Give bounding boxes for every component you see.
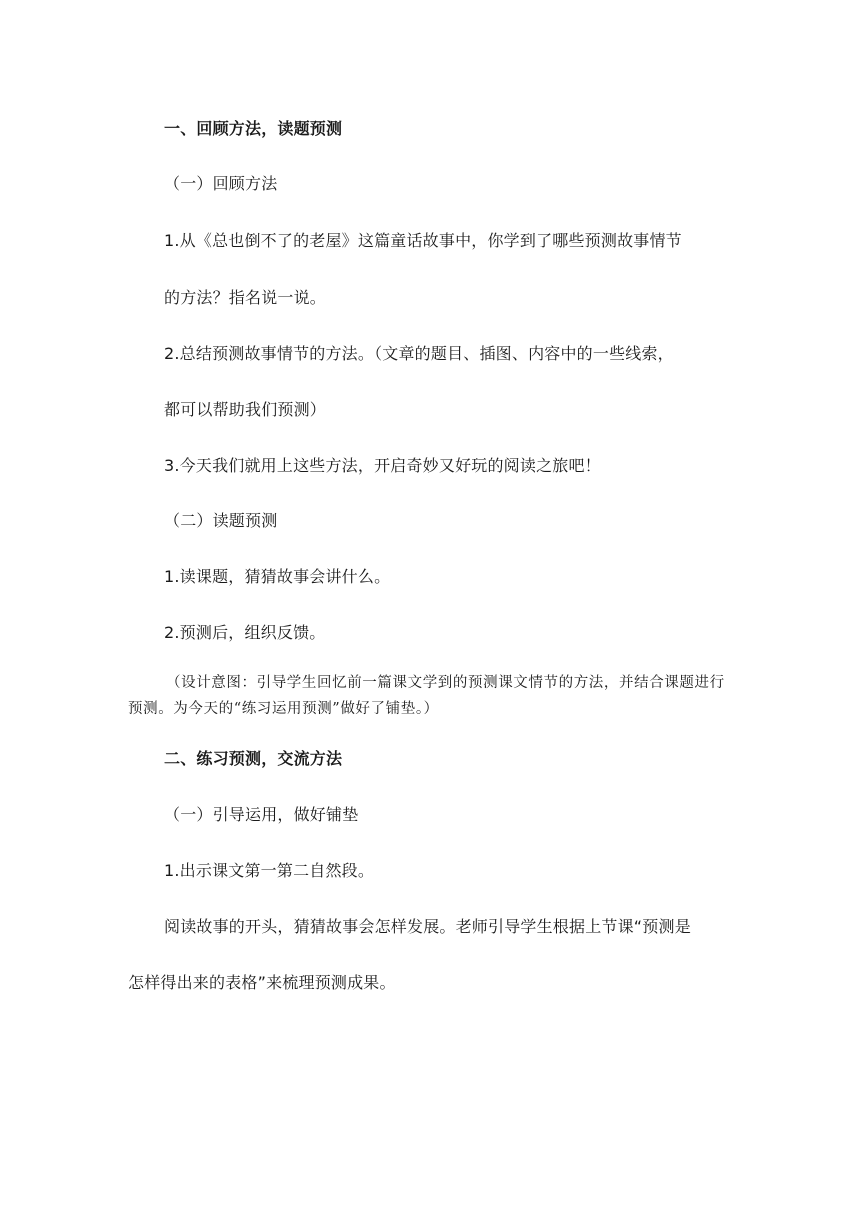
paragraph-2-line-1: 2.总结预测故事情节的方法。（文章的题目、插图、内容中的一些线索， <box>164 344 674 363</box>
design-intent-note <box>128 670 734 722</box>
subheading-guide-apply: （一）引导运用，做好铺垫 <box>164 805 359 824</box>
subheading-review-methods: （一）回顾方法 <box>164 174 278 193</box>
paragraph-6: 1.出示课文第一第二自然段。 <box>164 861 375 880</box>
paragraph-1-line-1: 1.从《总也倒不了的老屋》这篇童话故事中，你学到了哪些预测故事情节 <box>164 231 682 250</box>
section-heading-review-methods: 一、回顾方法，读题预测 <box>164 119 343 138</box>
paragraph-7-line-1: 阅读故事的开头，猜猜故事会怎样发展。老师引导学生根据上节课“预测是 <box>164 917 691 936</box>
paragraph-7-line-2: 怎样得出来的表格”来梳理预测成果。 <box>128 973 396 992</box>
paragraph-2-line-2: 都可以帮助我们预测） <box>164 400 327 419</box>
subheading-read-title-predict: （二）读题预测 <box>164 511 278 530</box>
paragraph-3: 3.今天我们就用上这些方法，开启奇妙又好玩的阅读之旅吧！ <box>164 456 601 475</box>
paragraph-4: 1.读课题，猜猜故事会讲什么。 <box>164 567 391 586</box>
section-heading-practice-predict: 二、练习预测，交流方法 <box>164 749 343 768</box>
design-intent-text: （设计意图：引导学生回忆前一篇课文学到的预测课文情节的方法，并结合课题进行预测。为今天的“练习运用预测”做好了铺垫。） <box>128 675 725 717</box>
paragraph-5: 2.预测后，组织反馈。 <box>164 623 326 642</box>
paragraph-1-line-2: 的方法？指名说一说。 <box>164 288 327 307</box>
